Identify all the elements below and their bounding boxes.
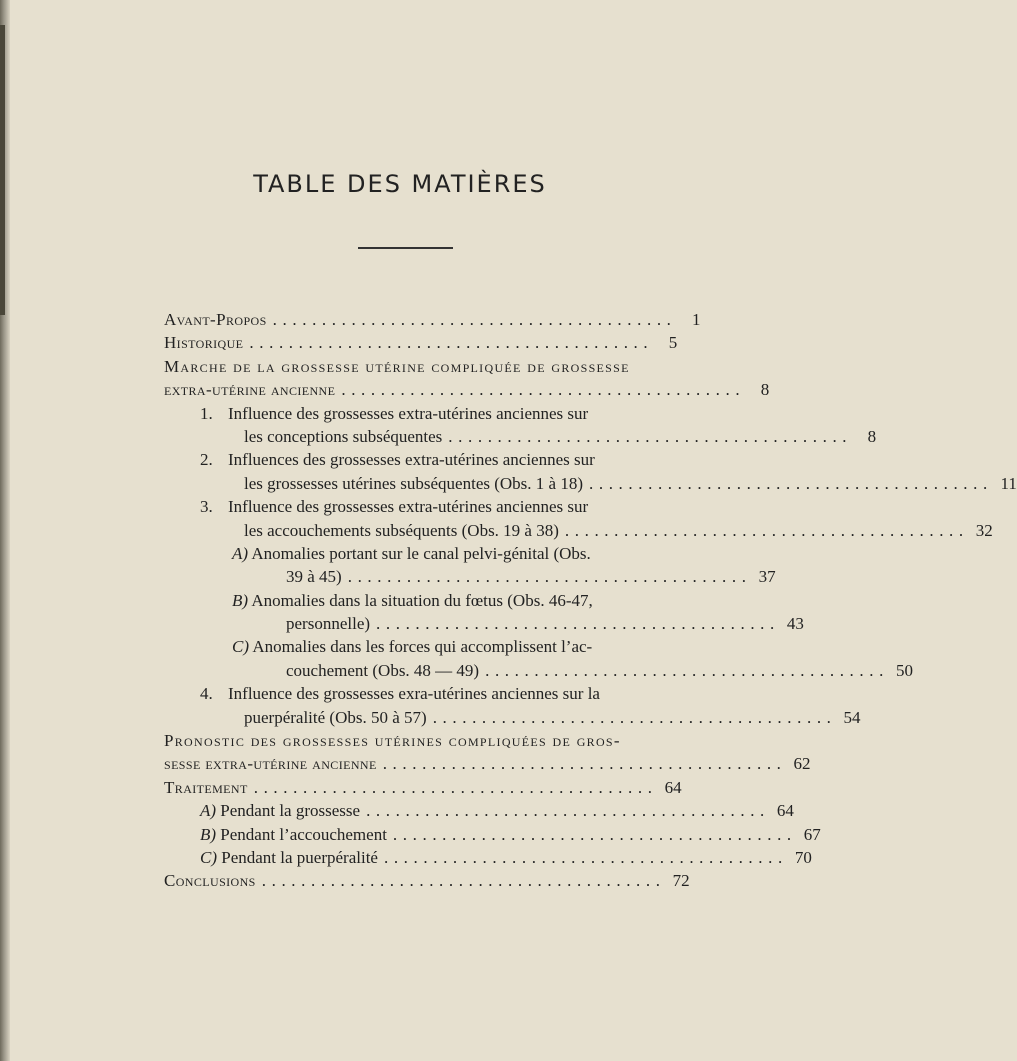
toc-entry-section-2 bbox=[164, 472, 1017, 495]
section-number: 3. bbox=[200, 497, 213, 517]
page-number: 32 bbox=[975, 520, 993, 540]
toc-entry-label: Influence des grossesses extra-utérines anciennes sur bbox=[228, 403, 589, 423]
subsection-letter: C) bbox=[200, 847, 217, 867]
dot-leader: ......................................... bbox=[376, 614, 780, 634]
page-number: 62 bbox=[793, 754, 811, 774]
toc-entry-traitement-a bbox=[164, 799, 794, 822]
dot-leader: ......................................... bbox=[383, 847, 788, 867]
page-number: 8 bbox=[867, 426, 877, 446]
toc-entry-label: couchement (Obs. 48 — 49) bbox=[286, 660, 480, 680]
toc-entry-label: Historique bbox=[164, 333, 244, 353]
toc-entry-section-3 bbox=[164, 519, 993, 542]
toc-entry-label: Conclusions bbox=[164, 871, 256, 891]
toc-entry-section-1 bbox=[164, 425, 877, 448]
toc-entry-label: sesse extra-utérine ancienne bbox=[164, 754, 377, 774]
toc-entry-avant-propos bbox=[164, 308, 701, 331]
toc-entry-traitement-c bbox=[164, 846, 812, 869]
dot-leader: ......................................... bbox=[347, 567, 752, 587]
dot-leader: ......................................... bbox=[382, 754, 787, 774]
toc-entry-label: Pendant l’accouchement bbox=[220, 824, 387, 844]
dot-leader: ......................................... bbox=[589, 473, 993, 493]
page-number: 64 bbox=[664, 777, 682, 797]
toc-entry-label: puerpéralité (Obs. 50 à 57) bbox=[244, 707, 427, 727]
subsection-letter: C) bbox=[232, 637, 249, 657]
page-number: 43 bbox=[786, 614, 804, 634]
page-number: 64 bbox=[776, 801, 794, 821]
section-number: 1. bbox=[200, 403, 213, 423]
toc-entry-label: les conceptions subséquentes bbox=[244, 426, 443, 446]
dot-leader: ......................................... bbox=[432, 707, 837, 727]
toc-entry-label: Traitement bbox=[164, 777, 248, 797]
dot-leader: ......................................... bbox=[448, 426, 853, 446]
page-number: 50 bbox=[895, 660, 913, 680]
toc-entry-pronostic bbox=[164, 752, 811, 775]
page-number: 8 bbox=[760, 380, 770, 400]
dot-leader: ......................................... bbox=[366, 801, 770, 821]
toc-entry-traitement bbox=[164, 776, 682, 799]
subsection-letter: A) bbox=[200, 801, 217, 821]
toc-entry-section-4-line1 bbox=[164, 682, 640, 705]
toc-entry-marche-line1: Marche de la grossesse utérine compliquée de grossesse bbox=[164, 356, 630, 376]
toc-entry-marche bbox=[164, 378, 770, 401]
toc-entry-label: Pendant la puerpéralité bbox=[221, 847, 378, 867]
toc-entry-label: personnelle) bbox=[286, 614, 371, 634]
toc-entry-label: extra-utérine ancienne bbox=[164, 380, 336, 400]
toc-entry-section-3b bbox=[164, 612, 804, 635]
dot-leader: ......................................... bbox=[341, 380, 746, 400]
title-divider bbox=[358, 247, 453, 249]
subsection-letter: B) bbox=[232, 590, 249, 610]
page-number: 54 bbox=[843, 707, 861, 727]
toc-entry-label: Avant-Propos bbox=[164, 310, 267, 329]
toc-entry-pronostic-line1: Pronostic des grossesses utérines compliquées de gros- bbox=[164, 731, 621, 751]
dot-leader: ......................................... bbox=[564, 520, 969, 540]
toc-entry-label: Influence des grossesses exra-utérines anciennes sur la bbox=[228, 684, 600, 704]
toc-entry-section-3b-line1 bbox=[164, 589, 640, 612]
page-number: 37 bbox=[758, 567, 776, 587]
subsection-letter: A) bbox=[232, 543, 249, 563]
toc-entry-label: les grossesses utérines subséquentes (Obs. 1 à 18) bbox=[244, 473, 583, 493]
toc-entry-section-4 bbox=[164, 706, 861, 729]
dot-leader: ......................................... bbox=[392, 824, 797, 844]
toc-entry-label: Pendant la grossesse bbox=[220, 801, 361, 821]
section-number: 4. bbox=[200, 684, 213, 704]
subsection-letter: B) bbox=[200, 824, 217, 844]
section-number: 2. bbox=[200, 450, 213, 470]
page-number: 1 bbox=[692, 310, 701, 329]
page-number: 5 bbox=[668, 333, 678, 353]
table-of-contents bbox=[164, 308, 1017, 893]
toc-entry-section-3a-line1 bbox=[164, 542, 640, 565]
toc-entry-section-3a bbox=[164, 565, 776, 588]
toc-entry-section-3-line1 bbox=[164, 495, 640, 518]
dot-leader: ......................................... bbox=[485, 660, 889, 680]
toc-entry-label: les accouchements subséquents (Obs. 19 à 38) bbox=[244, 520, 559, 540]
page-number: 70 bbox=[794, 847, 812, 867]
toc-entry-conclusions bbox=[164, 869, 690, 892]
toc-entry-label: Anomalies portant sur le canal pelvi-génital (Obs. bbox=[251, 543, 591, 563]
toc-entry-label: Influence des grossesses extra-utérines anciennes sur bbox=[228, 497, 589, 517]
dot-leader: ......................................... bbox=[249, 333, 654, 353]
toc-entry-section-3c bbox=[164, 659, 913, 682]
toc-entry-historique bbox=[164, 331, 678, 354]
page-number: 67 bbox=[803, 824, 821, 844]
dot-leader: ......................................... bbox=[253, 777, 658, 797]
toc-entry-section-2-line1 bbox=[164, 448, 640, 471]
toc-entry-label: Anomalies dans les forces qui accomplissent l’ac- bbox=[252, 637, 593, 657]
toc-entry-traitement-b bbox=[164, 823, 821, 846]
dot-leader: ......................................... bbox=[272, 310, 677, 329]
page-number: 11 bbox=[1000, 473, 1017, 493]
toc-entry-label: Anomalies dans la situation du fœtus (Obs. 46-47, bbox=[251, 590, 593, 610]
toc-entry-label: 39 à 45) bbox=[286, 567, 342, 587]
page-number: 72 bbox=[672, 871, 690, 891]
toc-entry-section-3c-line1 bbox=[164, 635, 640, 658]
page-title: TABLE DES MATIÈRES bbox=[253, 170, 547, 198]
toc-entry-section-1-line1 bbox=[164, 402, 640, 425]
dot-leader: ......................................... bbox=[261, 871, 666, 891]
toc-entry-label: Influences des grossesses extra-utérines anciennes sur bbox=[228, 450, 595, 470]
